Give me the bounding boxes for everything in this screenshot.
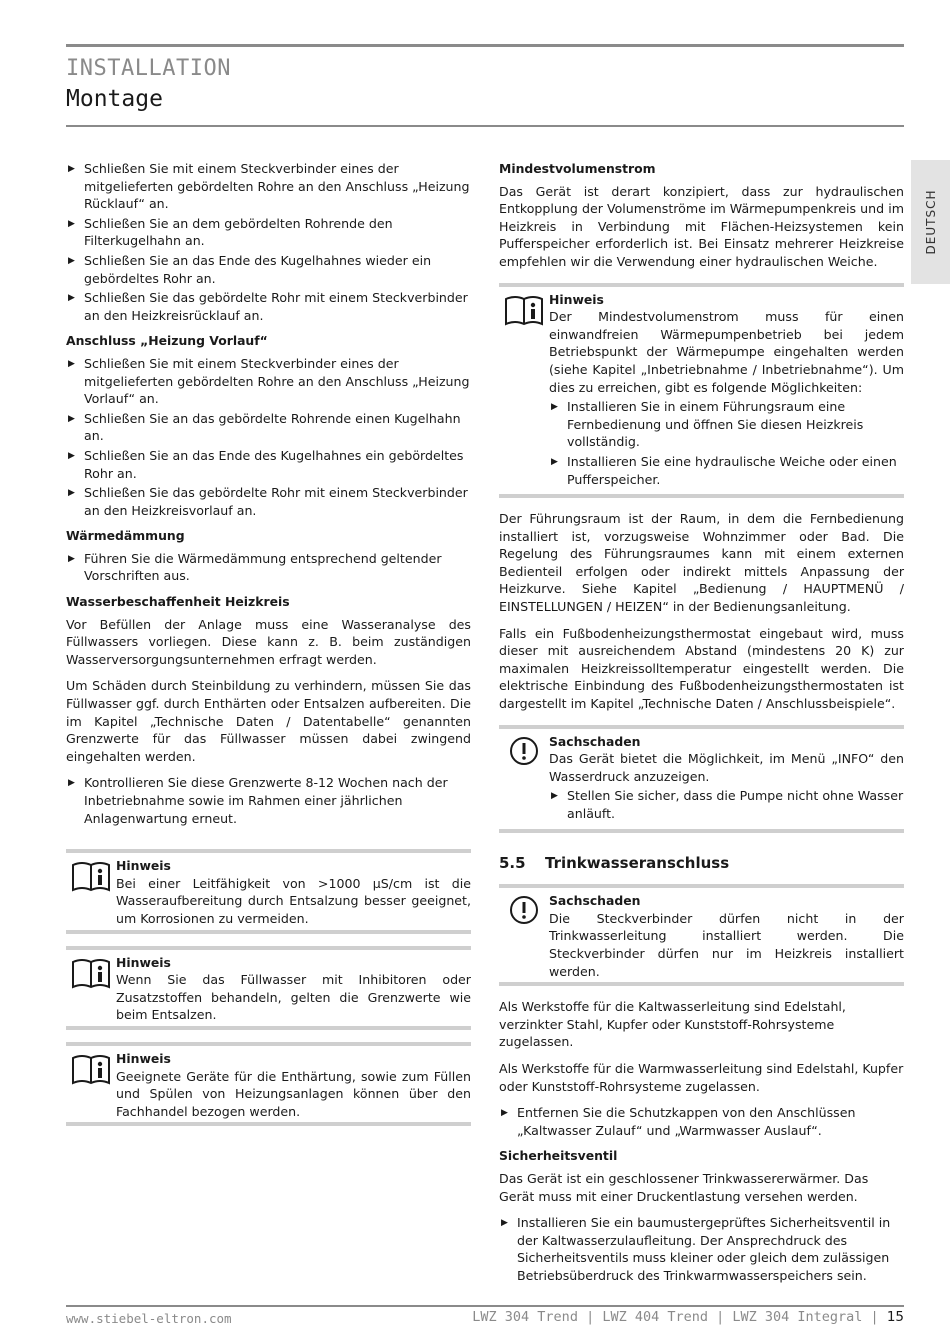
warning-title: Sachschaden bbox=[549, 893, 641, 909]
paragraph: Das Gerät ist ein geschlossener Trinkwassererwärmer. Das Gerät muss mit einer Druckentlastung versehen werden. bbox=[499, 1170, 869, 1204]
warning-title: Sachschaden bbox=[549, 733, 641, 749]
heading-wasserbeschaffenheit: Wasserbeschaffenheit Heizkreis bbox=[66, 594, 290, 610]
right-column bbox=[499, 160, 904, 1288]
note-title: Hinweis bbox=[116, 1050, 171, 1066]
note-box bbox=[66, 849, 471, 933]
note-text: Geeignete Geräte für die Enthärtung, sowie zum Füllen und Spülen von Heizungsanlagen können über den Fachhandel bezogen werden. bbox=[116, 1068, 471, 1119]
paragraph: Als Werkstoffe für die Warmwasserleitung sind Edelstahl, Kupfer oder Kunststoff-Rohrsysteme zugelassen. bbox=[499, 1060, 904, 1094]
paragraph: Das Gerät ist derart konzipiert, dass zur hydraulischen Entkopplung der Volumenströme im Wärmepumpenkreis und im Heizkreis in Verbindung mit Flächen-Heizsystemen kein Pufferspeicher erforderlich ist. Bei Einsatz mehrerer Heizkreise empfehlen wir die Verwendung einer hydraulischen Weiche. bbox=[499, 183, 904, 269]
warning-box bbox=[499, 884, 904, 986]
list-item: ▶ Installieren Sie ein baumustergeprüftes Sicherheitsventil in der Kaltwasserzulaufleitung. Der Ansprechdruck des Sicherheitsventils muss kleiner oder gleich dem zulässigen Betriebsüberdruck des Trinkwarmwasserspeichers sein. bbox=[499, 1214, 904, 1284]
list-item: ▶ Installieren Sie eine hydraulische Weiche oder einen Pufferspeicher. bbox=[549, 453, 904, 488]
note-box bbox=[499, 283, 904, 499]
chapter-title: INSTALLATION bbox=[66, 56, 231, 81]
list-item: ▶ Installieren Sie in einem Führungsraum eine Fernbedienung und öffnen Sie diesen Heizkreis vollständig. bbox=[549, 398, 904, 451]
book-info-icon bbox=[70, 861, 112, 893]
section-title: Trinkwasseranschluss bbox=[545, 853, 730, 872]
paragraph: Als Werkstoffe für die Kaltwasserleitung sind Edelstahl, verzinkter Stahl, Kupfer oder Kunststoff-Rohrsysteme zugelassen. bbox=[499, 999, 846, 1050]
heading-sicherheitsventil: Sicherheitsventil bbox=[499, 1148, 618, 1164]
list-sicherheitsventil bbox=[499, 1214, 904, 1284]
book-info-icon bbox=[70, 958, 112, 990]
section-number: 5.5 bbox=[499, 853, 526, 872]
list-item: ▶ Schließen Sie mit einem Steckverbinder eines der mitgelieferten gebördelten Rohre an den Anschluss „Heizung Vorlauf“ an. bbox=[66, 355, 471, 408]
footer-url: www.stiebel-eltron.com bbox=[66, 1311, 232, 1326]
header-rule-top bbox=[66, 44, 904, 47]
list-item: ▶ Schließen Sie an das gebördelte Rohrende einen Kugelhahn an. bbox=[66, 410, 471, 445]
list-item: ▶ Schließen Sie an das Ende des Kugelhahnes ein gebördeltes Rohr an. bbox=[66, 447, 471, 482]
language-tab bbox=[911, 160, 950, 284]
heading-mindestvolumenstrom: Mindestvolumenstrom bbox=[499, 161, 656, 176]
list-item: ▶ Schließen Sie das gebördelte Rohr mit einem Steckverbinder an den Heizkreisvorlauf an. bbox=[66, 484, 471, 519]
note-title: Hinweis bbox=[116, 954, 171, 970]
warning-text: Das Gerät bietet die Möglichkeit, im Menü „INFO“ den Wasserdruck anzuzeigen. bbox=[549, 751, 904, 784]
note-title: Hinweis bbox=[549, 291, 604, 307]
note-text: Wenn Sie das Füllwasser mit Inhibitoren oder Zusatzstoffen behandeln, gelten die Grenzwerte wie beim Entsalzen. bbox=[116, 972, 471, 1023]
footer-rule bbox=[66, 1305, 904, 1307]
list-item: ▶ Schließen Sie an dem gebördelten Rohrende den Filterkugelhahn an. bbox=[66, 215, 471, 250]
paragraph: Vor Befüllen der Anlage muss eine Wasseranalyse des Füllwassers vorliegen. Diese kann z. B. beim zuständigen Wasserversorgungsunternehmen erfragt werden. bbox=[66, 616, 471, 667]
warning-list bbox=[549, 787, 904, 822]
paragraph: Der Führungsraum ist der Raum, in dem die Fernbedienung installiert ist, vorzugsweise Wohnzimmer oder Bad. Die Regelung des Führungsraumes kann mit einem externen Bedienteil erfolgen oder indirekt mittels Anpassung der Heizkurve. Siehe Kapitel „Bedienung / HAUPTMENÜ / EINSTELLUNGEN / HEIZEN“ in der Bedienungsanleitung. bbox=[499, 511, 904, 615]
note-text: Bei einer Leitfähigkeit von >1000 µS/cm ist die Wasseraufbereitung durch Entsalzung besser geeignet, um Korrosionen zu vermeiden. bbox=[116, 875, 471, 926]
page-title: Montage bbox=[66, 86, 163, 112]
note-text: Der Mindestvolumenstrom muss für einen einwandfreien Wärmepumpenbetrieb bei jedem Betriebspunkt der Wärmepumpe eingehalten werden (siehe Kapitel „Inbetriebnahme / Inbetriebnahme“). Um dies zu erreichen, gibt es folgende Möglichkeiten: bbox=[549, 309, 904, 395]
list-item: ▶ Schließen Sie an das Ende des Kugelhahnes wieder ein gebördeltes Rohr an. bbox=[66, 252, 471, 287]
warning-text: Die Steckverbinder dürfen nicht in der Trinkwasserleitung installiert werden. Die Steckverbinder dürfen nur im Heizkreis installiert werden. bbox=[549, 910, 904, 979]
list-ruecklauf bbox=[66, 160, 471, 324]
footer-model-list: LWZ 304 Trend | LWZ 404 Trend | LWZ 304 Integral | bbox=[472, 1309, 879, 1325]
list-vorlauf bbox=[66, 355, 471, 519]
paragraph: Falls ein Fußbodenheizungsthermostat eingebaut wird, muss dieser mit ausreichendem Abstand (mindestens 20 K) zur maximalen Heizkreissolltemperatur eingestellt werden. Die elektrische Einbindung des Fußbodenheizungsthermostaten ist dargestellt im Kapitel „Technische Daten / Anschlussbeispiele“. bbox=[499, 625, 904, 712]
warning-box bbox=[499, 725, 904, 833]
list-item: ▶ Schließen Sie mit einem Steckverbinder eines der mitgelieferten gebördelten Rohre an den Anschluss „Heizung Rücklauf“ an. bbox=[66, 160, 471, 213]
book-info-icon bbox=[503, 295, 545, 327]
exclamation-circle-icon bbox=[503, 735, 545, 767]
list-item: ▶ Kontrollieren Sie diese Grenzwerte 8-12 Wochen nach der Inbetriebnahme sowie im Rahmen einer jährlichen Anlagenwartung erneut. bbox=[66, 774, 471, 827]
list-item: ▶ Entfernen Sie die Schutzkappen von den Anschlüssen „Kaltwasser Zulauf“ und „Warmwasser Auslauf“. bbox=[499, 1104, 904, 1139]
list-waermedaemmung bbox=[66, 550, 471, 585]
language-tab-label: DEUTSCH bbox=[923, 189, 938, 255]
list-item: ▶ Führen Sie die Wärmedämmung entsprechend geltender Vorschriften aus. bbox=[66, 550, 471, 585]
footer-models bbox=[472, 1309, 904, 1325]
note-box bbox=[66, 1042, 471, 1126]
list-item: ▶ Stellen Sie sicher, dass die Pumpe nicht ohne Wasser anläuft. bbox=[549, 787, 904, 822]
list-item: ▶ Schließen Sie das gebördelte Rohr mit einem Steckverbinder an den Heizkreisrücklauf an. bbox=[66, 289, 471, 324]
paragraph: Um Schäden durch Steinbildung zu verhindern, müssen Sie das Füllwasser ggf. durch Enthärten oder Entsalzen aufbereiten. Die im Kapitel „Technische Daten / Datentabelle“ genannten Grenzwerte für das Füllwasser müssen dabei zwingend eingehalten werden. bbox=[66, 678, 471, 764]
header-rule-bottom bbox=[66, 125, 904, 127]
book-info-icon bbox=[70, 1054, 112, 1086]
exclamation-circle-icon bbox=[503, 894, 545, 926]
note-box bbox=[66, 946, 471, 1030]
left-column bbox=[66, 160, 471, 1138]
heading-vorlauf: Anschluss „Heizung Vorlauf“ bbox=[66, 333, 268, 349]
list-grenzwerte bbox=[66, 774, 471, 827]
list-schutzkappen bbox=[499, 1104, 904, 1139]
section-heading bbox=[499, 855, 904, 873]
page-number: 15 bbox=[886, 1309, 904, 1325]
note-list bbox=[549, 398, 904, 488]
note-title: Hinweis bbox=[116, 858, 171, 874]
heading-waermedaemmung: Wärmedämmung bbox=[66, 528, 185, 544]
